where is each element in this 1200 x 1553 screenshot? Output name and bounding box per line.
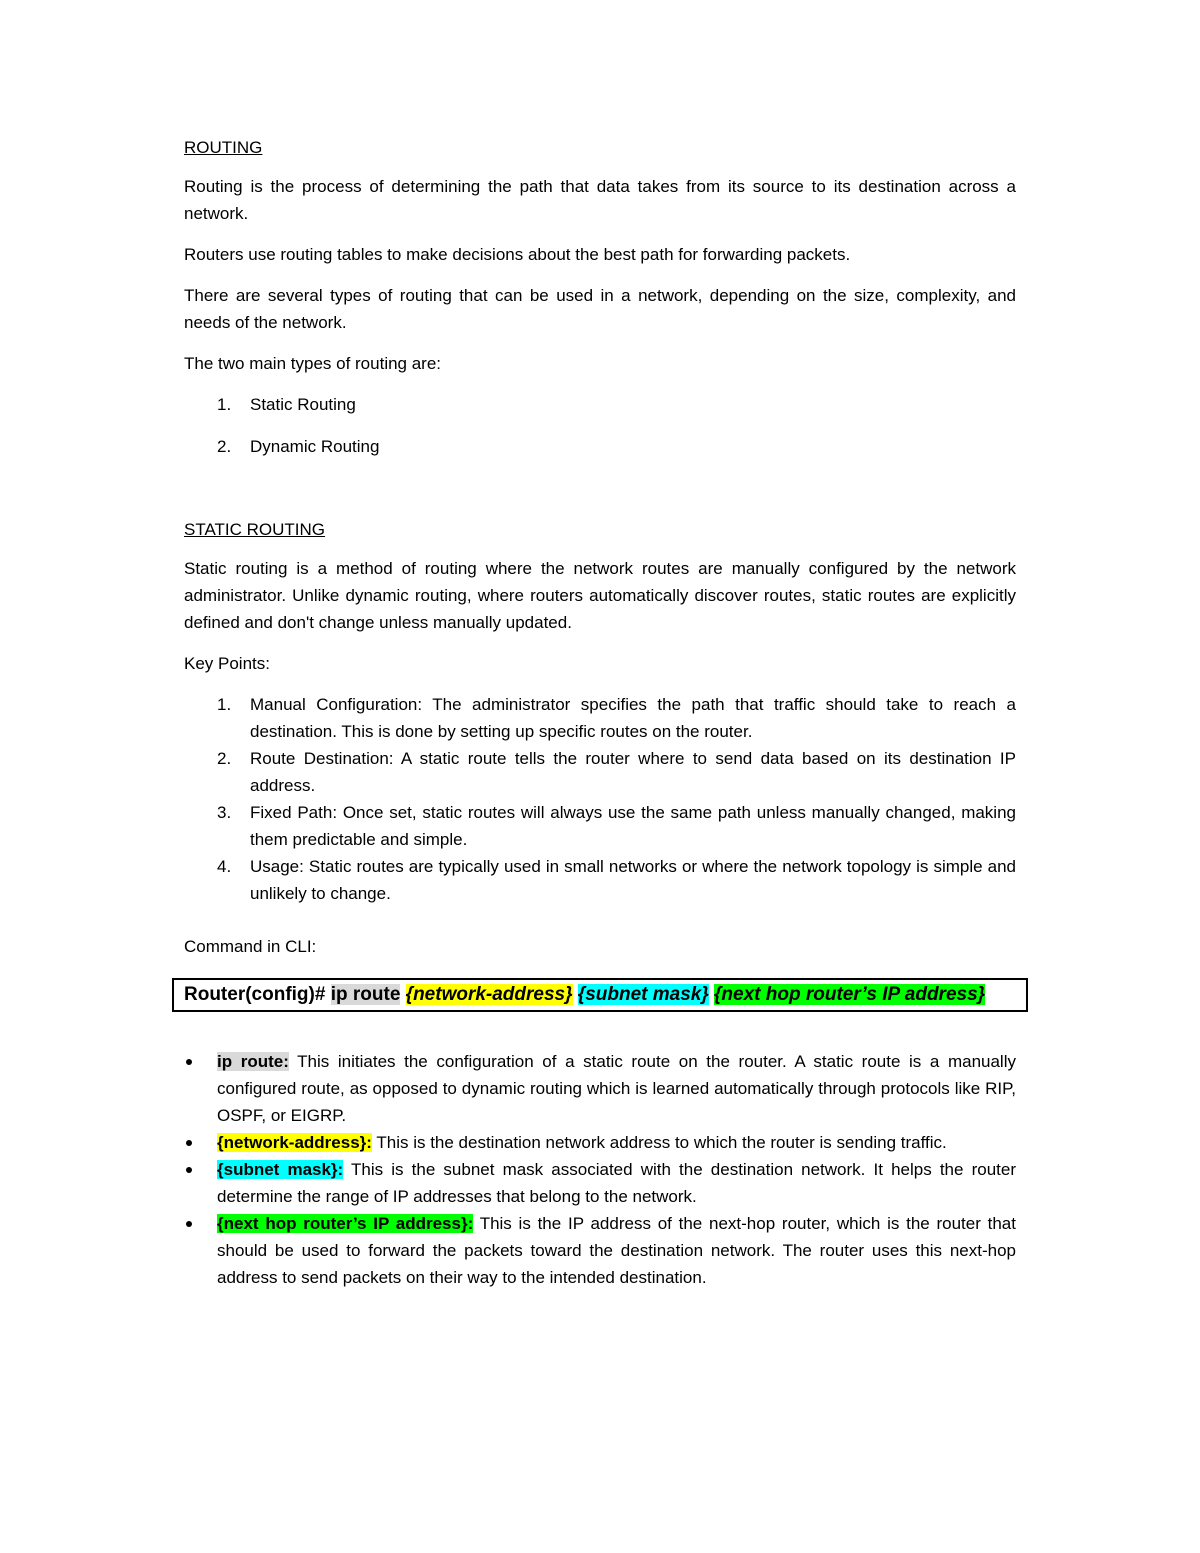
cli-label: Command in CLI: — [184, 937, 317, 956]
routing-types-list — [184, 391, 1016, 460]
explanation-text: This initiates the configuration of a static route on the router. A static route is a manually configured route, as opposed to dynamic routing which is learned automatically through protocols like RIP, OSPF, or EIGRP. — [217, 1052, 1016, 1125]
point-text: Once set, static routes will always use the same path unless manually changed, making them predictable and simple. — [250, 803, 1016, 849]
bullet-icon — [184, 1048, 217, 1129]
point-text: A static route tells the router where to send data based on its destination IP address. — [250, 749, 1016, 795]
point-term: Usage: — [250, 857, 304, 876]
cli-command-box — [172, 978, 1028, 1012]
list-number: 4. — [217, 857, 232, 876]
page-title: ROUTING — [184, 138, 263, 157]
list-number: 2. — [217, 749, 232, 768]
list-item — [184, 1210, 1016, 1291]
intro-paragraph-1: Routing is the process of determining the path that data takes from its source to its destination across a network. — [184, 177, 1016, 223]
point-term: Fixed Path: — [250, 803, 338, 822]
list-item — [184, 1129, 1016, 1156]
explanation-term: {next hop router’s IP address}: — [217, 1214, 474, 1233]
command-explanations-list — [184, 1048, 1016, 1291]
section-heading: STATIC ROUTING — [184, 520, 326, 539]
explanation-text: This is the IP address of the next-hop router, which is the router that should be used to forward the packets toward the destination network. The router uses this next-hop address to send packets on their way to the intended destination. — [217, 1214, 1016, 1287]
list-item — [184, 1156, 1016, 1210]
list-item-label: Static Routing — [250, 395, 356, 414]
list-item — [184, 1048, 1016, 1129]
command-subnet-mask: {subnet mask} — [577, 984, 709, 1005]
key-points-label: Key Points: — [184, 654, 270, 673]
list-item — [184, 391, 1016, 418]
document-body — [184, 134, 1016, 1291]
list-number: 3. — [217, 803, 232, 822]
list-number: 1. — [217, 395, 232, 414]
list-number: 2. — [217, 437, 232, 456]
explanation-text: This is the destination network address to which the router is sending traffic. — [371, 1133, 947, 1152]
bullet-icon — [184, 1129, 217, 1156]
explanation-text: This is the subnet mask associated with the destination network. It helps the router determine the range of IP addresses that belong to the network. — [217, 1160, 1016, 1206]
list-item — [184, 745, 1016, 799]
key-points-list — [184, 691, 1016, 907]
intro-paragraph-2: Routers use routing tables to make decisions about the best path for forwarding packets. — [184, 245, 851, 264]
point-text: Static routes are typically used in small networks or where the network topology is simple and unlikely to change. — [250, 857, 1016, 903]
point-term: Route Destination: — [250, 749, 394, 768]
list-item — [184, 433, 1016, 460]
intro-paragraph-4: The two main types of routing are: — [184, 354, 442, 373]
list-item — [184, 691, 1016, 745]
list-number: 1. — [217, 695, 232, 714]
list-item — [184, 853, 1016, 907]
point-term: Manual Configuration: — [250, 695, 423, 714]
list-item-label: Dynamic Routing — [250, 437, 380, 456]
command-ip-route: ip route — [330, 984, 401, 1005]
command-next-hop: {next hop router’s IP address} — [714, 984, 986, 1005]
list-item — [184, 799, 1016, 853]
explanation-term: ip route: — [217, 1052, 289, 1071]
explanation-term: {network-address}: — [217, 1133, 372, 1152]
explanation-term: {subnet mask}: — [217, 1160, 344, 1179]
static-description: Static routing is a method of routing where the network routes are manually configured by the network administrator. Unlike dynamic routing, where routers automatically discover routes, static routes are explicitly defined and don't change unless manually updated. — [184, 559, 1016, 632]
command-prefix: Router(config)# — [184, 984, 331, 1005]
intro-paragraph-3: There are several types of routing that can be used in a network, depending on the size, complexity, and needs of the network. — [184, 286, 1016, 332]
command-network-address: {network-address} — [405, 984, 573, 1005]
bullet-icon — [184, 1210, 217, 1291]
point-text: The administrator specifies the path that traffic should take to reach a destination. This is done by setting up specific routes on the router. — [250, 695, 1016, 741]
bullet-icon — [184, 1156, 217, 1210]
